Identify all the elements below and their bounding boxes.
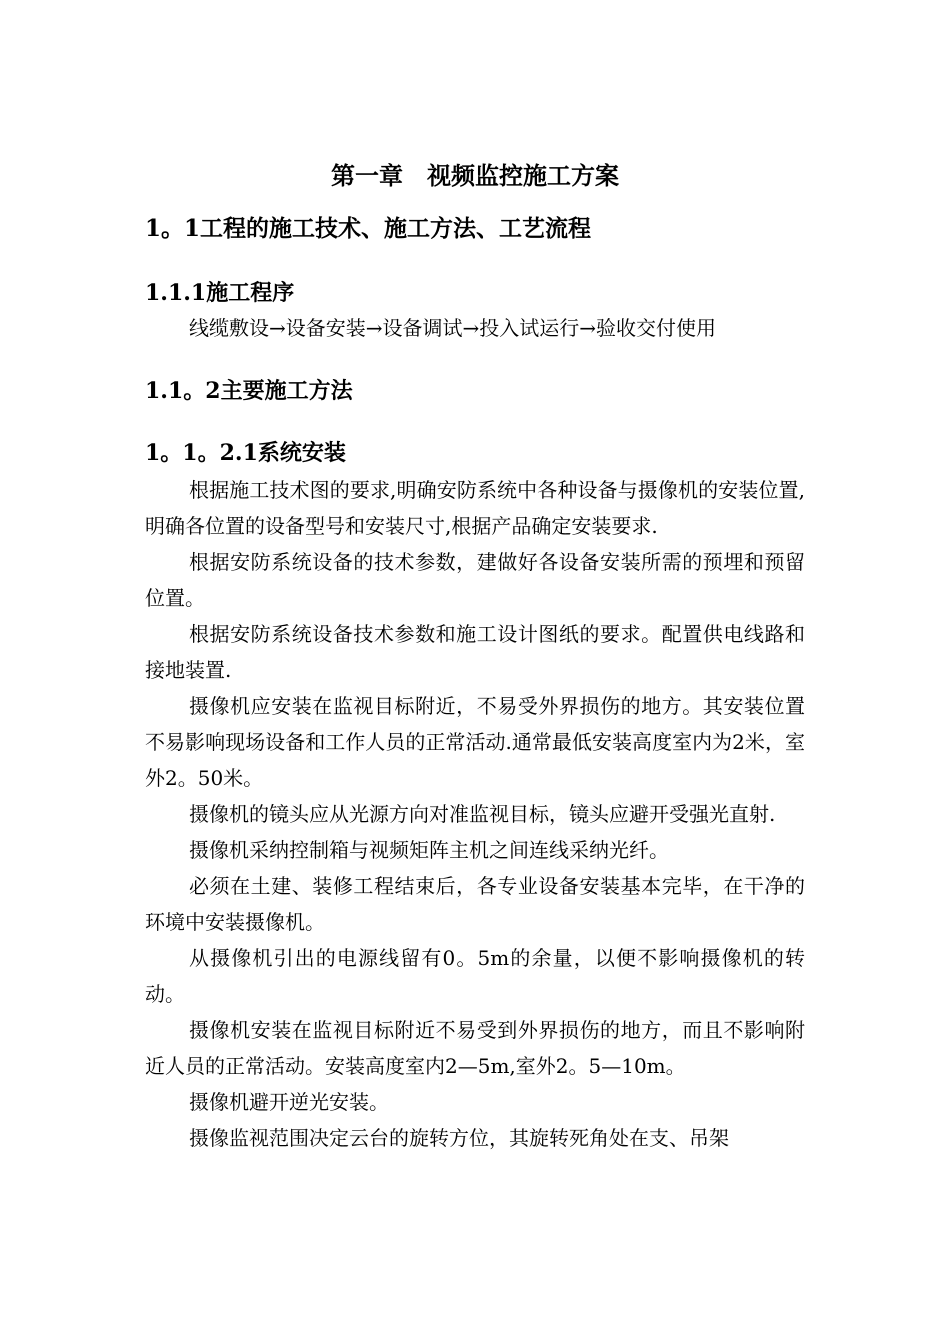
paragraph: 根据施工技术图的要求,明确安防系统中各种设备与摄像机的安装位置,明确各位置的设备型号和安装尺寸,根据产品确定安装要求. <box>145 478 805 538</box>
paragraph: 摄像机的镜头应从光源方向对准监视目标，镜头应避开受强光直射. <box>189 802 776 826</box>
paragraph: 从摄像机引出的电源线留有0。5m的余量，以便不影响摄像机的转动。 <box>145 946 805 1006</box>
section-heading-1-1-2: 1.1。2主要施工方法 <box>145 378 353 404</box>
paragraph: 摄像机采纳控制箱与视频矩阵主机之间连线采纳光纤。 <box>189 838 669 862</box>
chapter-title: 第一章 视频监控施工方案 <box>331 161 619 190</box>
paragraph: 摄像监视范围决定云台的旋转方位，其旋转死角处在支、吊架 <box>189 1126 729 1150</box>
section-heading-1-1-2-1: 1。1。2.1系统安装 <box>145 440 346 466</box>
installation-paragraphs <box>145 472 805 1156</box>
section-heading-1-1: 1。1工程的施工技术、施工方法、工艺流程 <box>145 215 592 242</box>
paragraph: 根据安防系统设备的技术参数，建做好各设备安装所需的预埋和预留位置。 <box>145 550 805 610</box>
paragraph: 根据安防系统设备技术参数和施工设计图纸的要求。配置供电线路和接地装置. <box>145 622 805 682</box>
paragraph: 必须在土建、装修工程结束后，各专业设备安装基本完毕，在干净的环境中安装摄像机。 <box>145 874 805 934</box>
paragraph: 摄像机应安装在监视目标附近，不易受外界损伤的地方。其安装位置不易影响现场设备和工作人员的正常活动.通常最低安装高度室内为2米，室外2。50米。 <box>145 694 805 790</box>
paragraph: 摄像机安装在监视目标附近不易受到外界损伤的地方，而且不影响附近人员的正常活动。安装高度室内2—5m,室外2。5—10m。 <box>145 1018 805 1078</box>
paragraph: 摄像机避开逆光安装。 <box>189 1090 389 1114</box>
section-heading-1-1-1: 1.1.1施工程序 <box>145 280 295 306</box>
procedure-text: 线缆敷设→设备安装→设备调试→投入试运行→验收交付使用 <box>189 316 717 340</box>
procedure-block <box>145 310 805 346</box>
